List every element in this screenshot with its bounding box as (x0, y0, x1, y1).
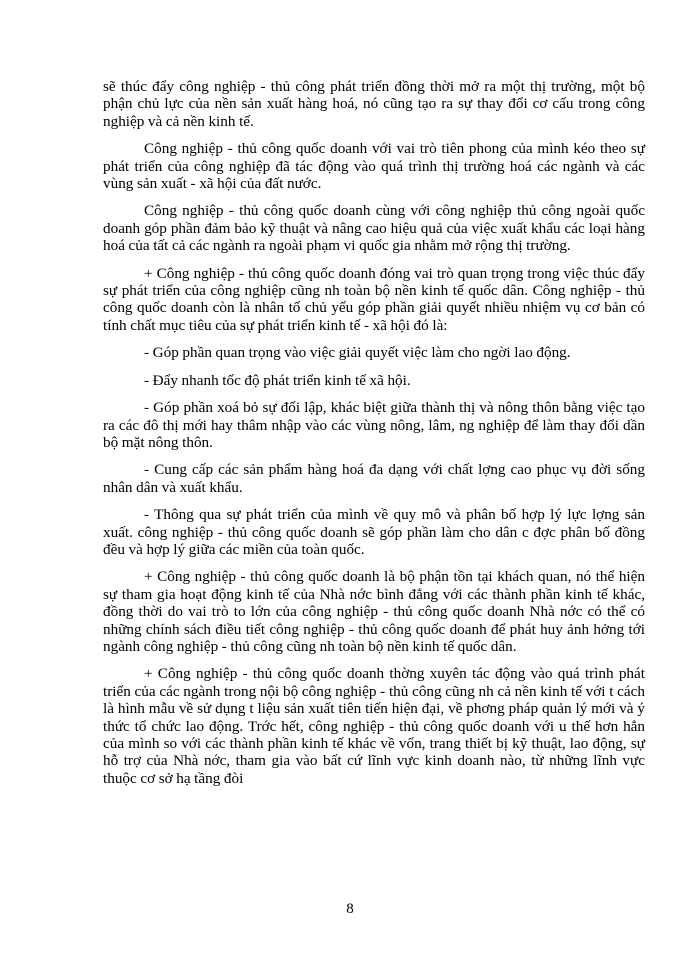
paragraph-important-role: + Công nghiệp - thủ công quốc doanh đóng vai trò quan trọng trong việc thúc đẩy sự phát triển của công nghiệp cũng nh toàn bộ nền kinh tế quốc dân. Công nghiệp - thủ công quốc doanh còn là nhân tố chủ yếu góp phần giải quyết nhiều nhiệm vụ cơ bản có tính chất mục tiêu của sự phát triển kinh tế - xã hội đó là: (103, 264, 645, 334)
list-item-urban-rural: - Góp phần xoá bỏ sự đối lập, khác biệt giữa thành thị và nông thôn bằng việc tạo ra các đô thị mới hay thâm nhập vào các vùng nông, lâm, ng nghiệp để làm thay đổi dần bộ mặt nông thôn. (103, 399, 645, 451)
list-item-employment: - Góp phần quan trọng vào việc giải quyết việc làm cho ngời lao động. (144, 344, 571, 362)
paragraph-model-impact: + Công nghiệp - thủ công quốc doanh thờng xuyên tác động vào quá trình phát triển của các ngành trong nội bộ công nghiệp - thủ công cũng nh cả nền kinh tế với t cách là hình mẫu về sử dụng t liệu sản xuất tiên tiến hiện đại, về phơng pháp quản lý mới và ý thức tổ chức lao động. Trớc hết, công nghiệp - thủ công quốc doanh với u thế hơn hẳn của mình so với các thành phần kinh tế khác về vốn, trang thiết bị kỹ thuật, lao động, sự hỗ trợ của Nhà nớc, tham gia vào bất cứ lĩnh vực kinh doanh nào, từ những lĩnh vực thuộc cơ sở hạ tầng đòi (103, 665, 645, 787)
list-item-products: - Cung cấp các sản phẩm hàng hoá đa dạng với chất lợng cao phục vụ đời sống nhân dân và xuất khẩu. (103, 461, 645, 496)
list-item-distribution: - Thông qua sự phát triển của mình về quy mô và phân bố hợp lý lực lợng sản xuất. công nghiệp - thủ công quốc doanh sẽ góp phần làm cho dân c đợc phân bố đồng đều và hợp lý giữa các miền của toàn quốc. (103, 506, 645, 558)
paragraph-pioneer-role: Công nghiệp - thủ công quốc doanh với vai trò tiên phong của mình kéo theo sự phát triển của công nghiệp đã tác động vào quá trình thị trường hoá các ngành và các vùng sản xuất - xã hội của đất nước. (103, 140, 645, 193)
paragraph-objective-existence: + Công nghiệp - thủ công quốc doanh là bộ phận tồn tại khách quan, nó thể hiện sự tham gia hoạt động kinh tế của Nhà nớc bình đẳng với các thành phần kinh tế khác, đồng thời do vai trò to lớn của công nghiệp - thủ công quốc doanh Nhà nớc có thể có những chính sách điều tiết công nghiệp - thủ công quốc doanh để phát huy ảnh hởng tới ngành công nghiệp - thủ công cũng nh toàn bộ nền kinh tế quốc dân. (103, 568, 645, 655)
list-item-growth: - Đẩy nhanh tốc độ phát triển kinh tế xã hội. (144, 371, 411, 389)
document-body (103, 78, 645, 797)
paragraph-export-efficiency: Công nghiệp - thủ công quốc doanh cùng với công nghiệp thủ công ngoài quốc doanh góp phần đảm bảo kỹ thuật và nâng cao hiệu quả của việc xuất khẩu các loại hàng hoá của tất cả các ngành ra ngoài phạm vi quốc gia nhằm mở rộng thị trường. (103, 202, 645, 255)
paragraph-continuation: sẽ thúc đẩy công nghiệp - thủ công phát triển đồng thời mở ra một thị trường, một bộ phận chủ lực của nền sản xuất hàng hoá, nó cũng tạo ra sự thay đổi cơ cấu trong công nghiệp và cả nền kinh tế. (103, 78, 645, 130)
page-number: 8 (346, 901, 354, 917)
